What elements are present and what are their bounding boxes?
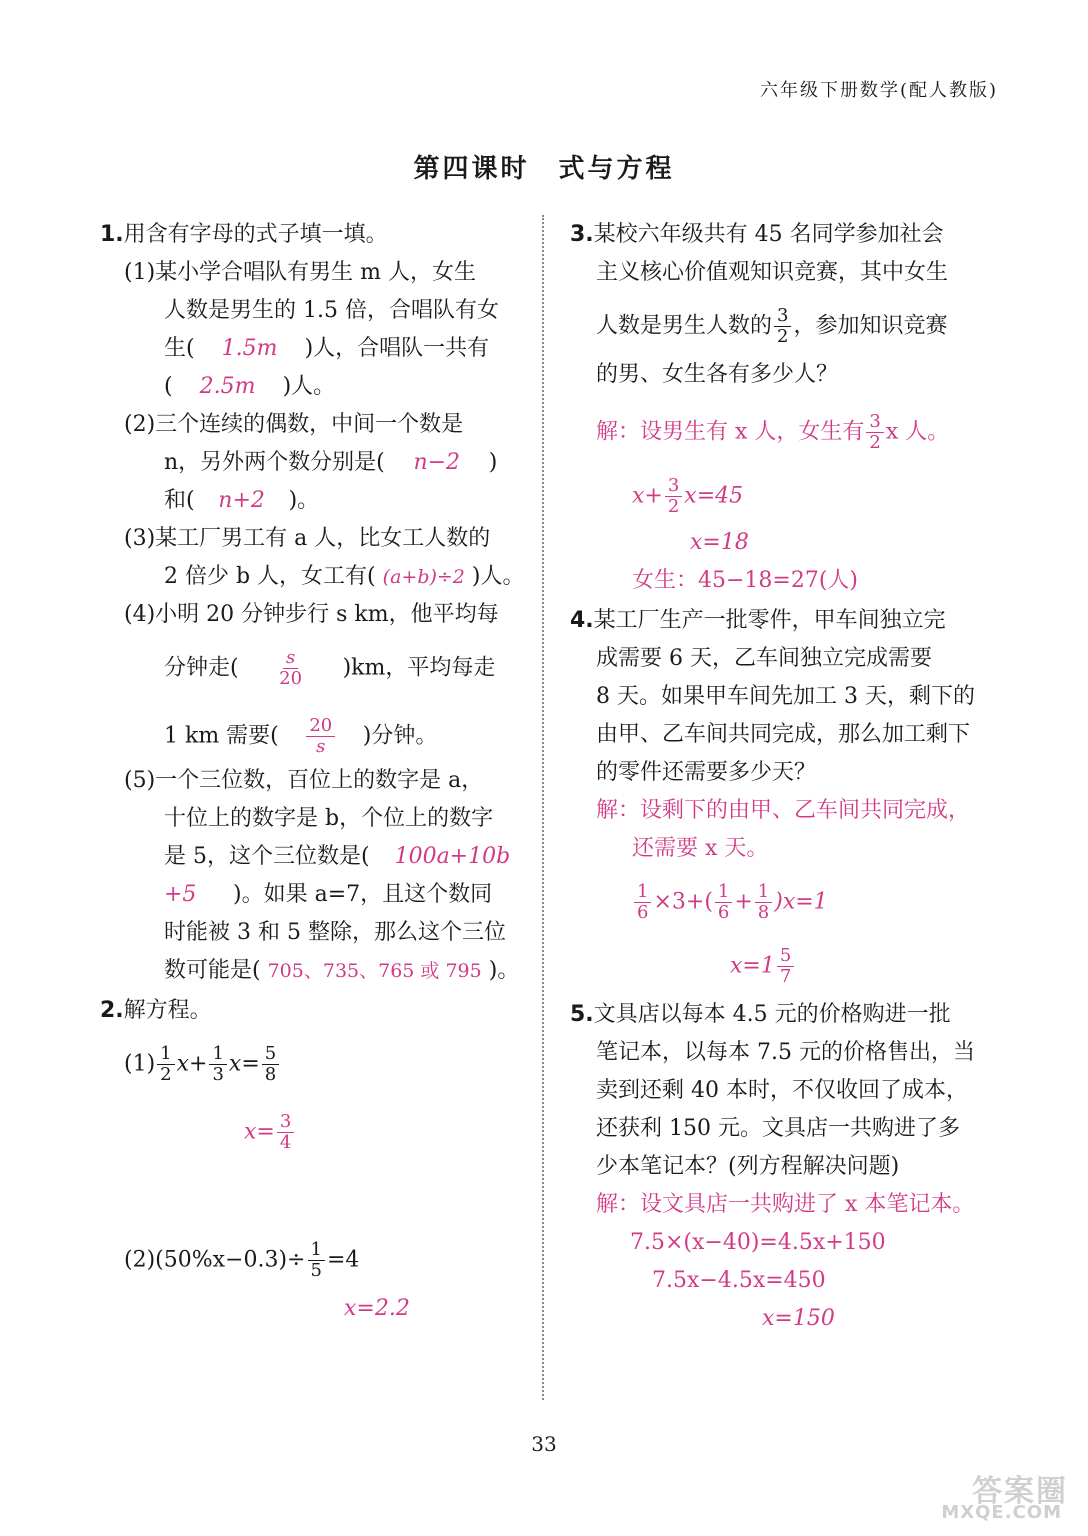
q4-line2: 成需要 6 天，乙车间独立完成需要 <box>596 646 932 671</box>
q1-p5-line4: +5 )。如果 a=7，且这个数同 <box>164 880 492 910</box>
q1-p4-line3: 1 km 需要( $\frac{20}{s}$ )分钟。 <box>164 715 438 757</box>
answer: 1.5m <box>221 336 278 361</box>
lesson-title: 第四课时 式与方程 <box>413 154 675 184</box>
q5-line5: 少本笔记本？(列方程解决问题) <box>596 1154 900 1179</box>
q3-eq2: x=18 <box>690 530 749 555</box>
answer: 2.5m <box>199 374 256 399</box>
answer: (a+b)÷2 <box>382 566 465 588</box>
q1-p5-line2: 十位上的数字是 b，个位上的数字 <box>164 806 494 831</box>
answer: 100a+10b <box>394 844 511 869</box>
q3-line2: 主义核心价值观知识竞赛，其中女生 <box>596 260 949 285</box>
page-number: 33 <box>531 1432 557 1456</box>
q1-stem: 1.用含有字母的式子填一填。 <box>100 222 388 247</box>
q1-p5-line3: 是 5，这个三位数是( 100a+10b <box>164 844 511 869</box>
q1-p3-line1: (3)某工厂男工有 a 人，比女工人数的 <box>124 526 491 551</box>
answer: n+2 <box>218 488 265 513</box>
q1-p5-line6: 数可能是( 705、735、765 或 795 )。 <box>164 958 520 983</box>
q4-solution-line2: 还需要 x 天。 <box>632 836 769 861</box>
q1-p2-line1: (2)三个连续的偶数，中间一个数是 <box>124 412 464 437</box>
q3-line4: 的男、女生各有多少人？ <box>596 362 839 387</box>
q5-line1: 5.文具店以每本 4.5 元的价格购进一批 <box>570 1002 951 1027</box>
q3-solution: 解：设男生有 x 人，女生有 $\frac{3}{2}$ x 人。 <box>596 411 950 453</box>
q1-p4-line1: (4)小明 20 分钟步行 s km，他平均每 <box>124 602 499 627</box>
answer-fraction: $\frac{s}{20}$ <box>279 647 303 689</box>
q2-p1-equation: (1) $\frac{1}{2}$ x+ $\frac{1}{3}$ x= $\frac{5}{8}$ <box>124 1044 281 1085</box>
q1-p4-line2: 分钟走( $\frac{s}{20}$ )km，平均每走 <box>164 647 496 689</box>
q1-p1-line3: 生( 1.5m )人，合唱队一共有 <box>164 334 489 364</box>
answer-fraction: $\frac{20}{s}$ <box>306 716 335 757</box>
q5-line2: 笔记本，以每本 7.5 元的价格售出，当 <box>596 1040 975 1065</box>
q4-answer: x=1 $\frac{5}{7}$ <box>730 946 796 987</box>
q5-line4: 还获利 150 元。文具店一共购进了多 <box>596 1116 960 1141</box>
q1-p5-line5: 时能被 3 和 5 整除，那么这个三位 <box>164 920 506 945</box>
q5-eq3: x=150 <box>762 1306 835 1331</box>
q1-p3-line2: 2 倍少 b 人，女工有( (a+b)÷2 )人。 <box>164 564 525 589</box>
q5-solution: 解：设文具店一共购进了 x 本笔记本。 <box>596 1192 975 1217</box>
q3-line1: 3.某校六年级共有 45 名同学参加社会 <box>570 222 944 247</box>
q2-p2-answer: x=2.2 <box>344 1296 410 1321</box>
answer: 705、735、765 或 795 <box>267 960 482 982</box>
q4-equation: $\frac{1}{6}$ ×3+( $\frac{1}{6}$ + $\frac{1}{8}$ )x=1 <box>632 882 828 923</box>
answer: +5 <box>164 882 197 907</box>
q2-stem: 2.解方程。 <box>100 998 212 1023</box>
q3-eq1: x+ $\frac{3}{2}$ x=45 <box>632 475 744 517</box>
q5-eq2: 7.5x−4.5x=450 <box>652 1268 826 1293</box>
watermark-logo: 答案圈 MXQE.COM <box>941 1474 1068 1523</box>
q1-p2-line2: n，另外两个数分别是( n−2 ) <box>164 448 497 478</box>
q1-p1-line4: ( 2.5m )人。 <box>164 372 335 402</box>
q4-line5: 的零件还需要多少天？ <box>596 760 817 785</box>
q4-solution-line1: 解：设剩下的由甲、乙车间共同完成， <box>596 798 971 823</box>
book-header: 六年级下册数学(配人教版) <box>759 80 998 101</box>
q2-p2-equation: (2)(50%x−0.3)÷ $\frac{1}{5}$ =4 <box>124 1239 360 1281</box>
q4-line3: 8 天。如果甲车间先加工 3 天，剩下的 <box>596 684 975 709</box>
q4-line1: 4.某工厂生产一批零件，甲车间独立完 <box>570 608 946 633</box>
q5-line3: 卖到还剩 40 本时，不仅收回了成本， <box>596 1078 968 1103</box>
q1-p1-line1: (1)某小学合唱队有男生 m 人，女生 <box>124 260 477 285</box>
q2-p1-answer: x= $\frac{3}{4}$ <box>244 1112 296 1153</box>
q3-line3: 人数是男生人数的 $\frac{3}{2}$ ，参加知识竞赛 <box>596 305 948 347</box>
q1-p2-line3: 和( n+2 )。 <box>164 486 319 516</box>
answer: n−2 <box>413 450 461 475</box>
q1-p1-line2: 人数是男生的 1.5 倍，合唱队有女 <box>164 298 499 323</box>
q5-eq1: 7.5×(x−40)=4.5x+150 <box>630 1230 886 1255</box>
column-divider <box>542 215 544 1400</box>
q3-eq3: 女生：45−18=27(人) <box>632 568 859 593</box>
q1-p5-line1: (5)一个三位数，百位上的数字是 a， <box>124 768 484 793</box>
q4-line4: 由甲、乙车间共同完成，那么加工剩下 <box>596 722 971 747</box>
